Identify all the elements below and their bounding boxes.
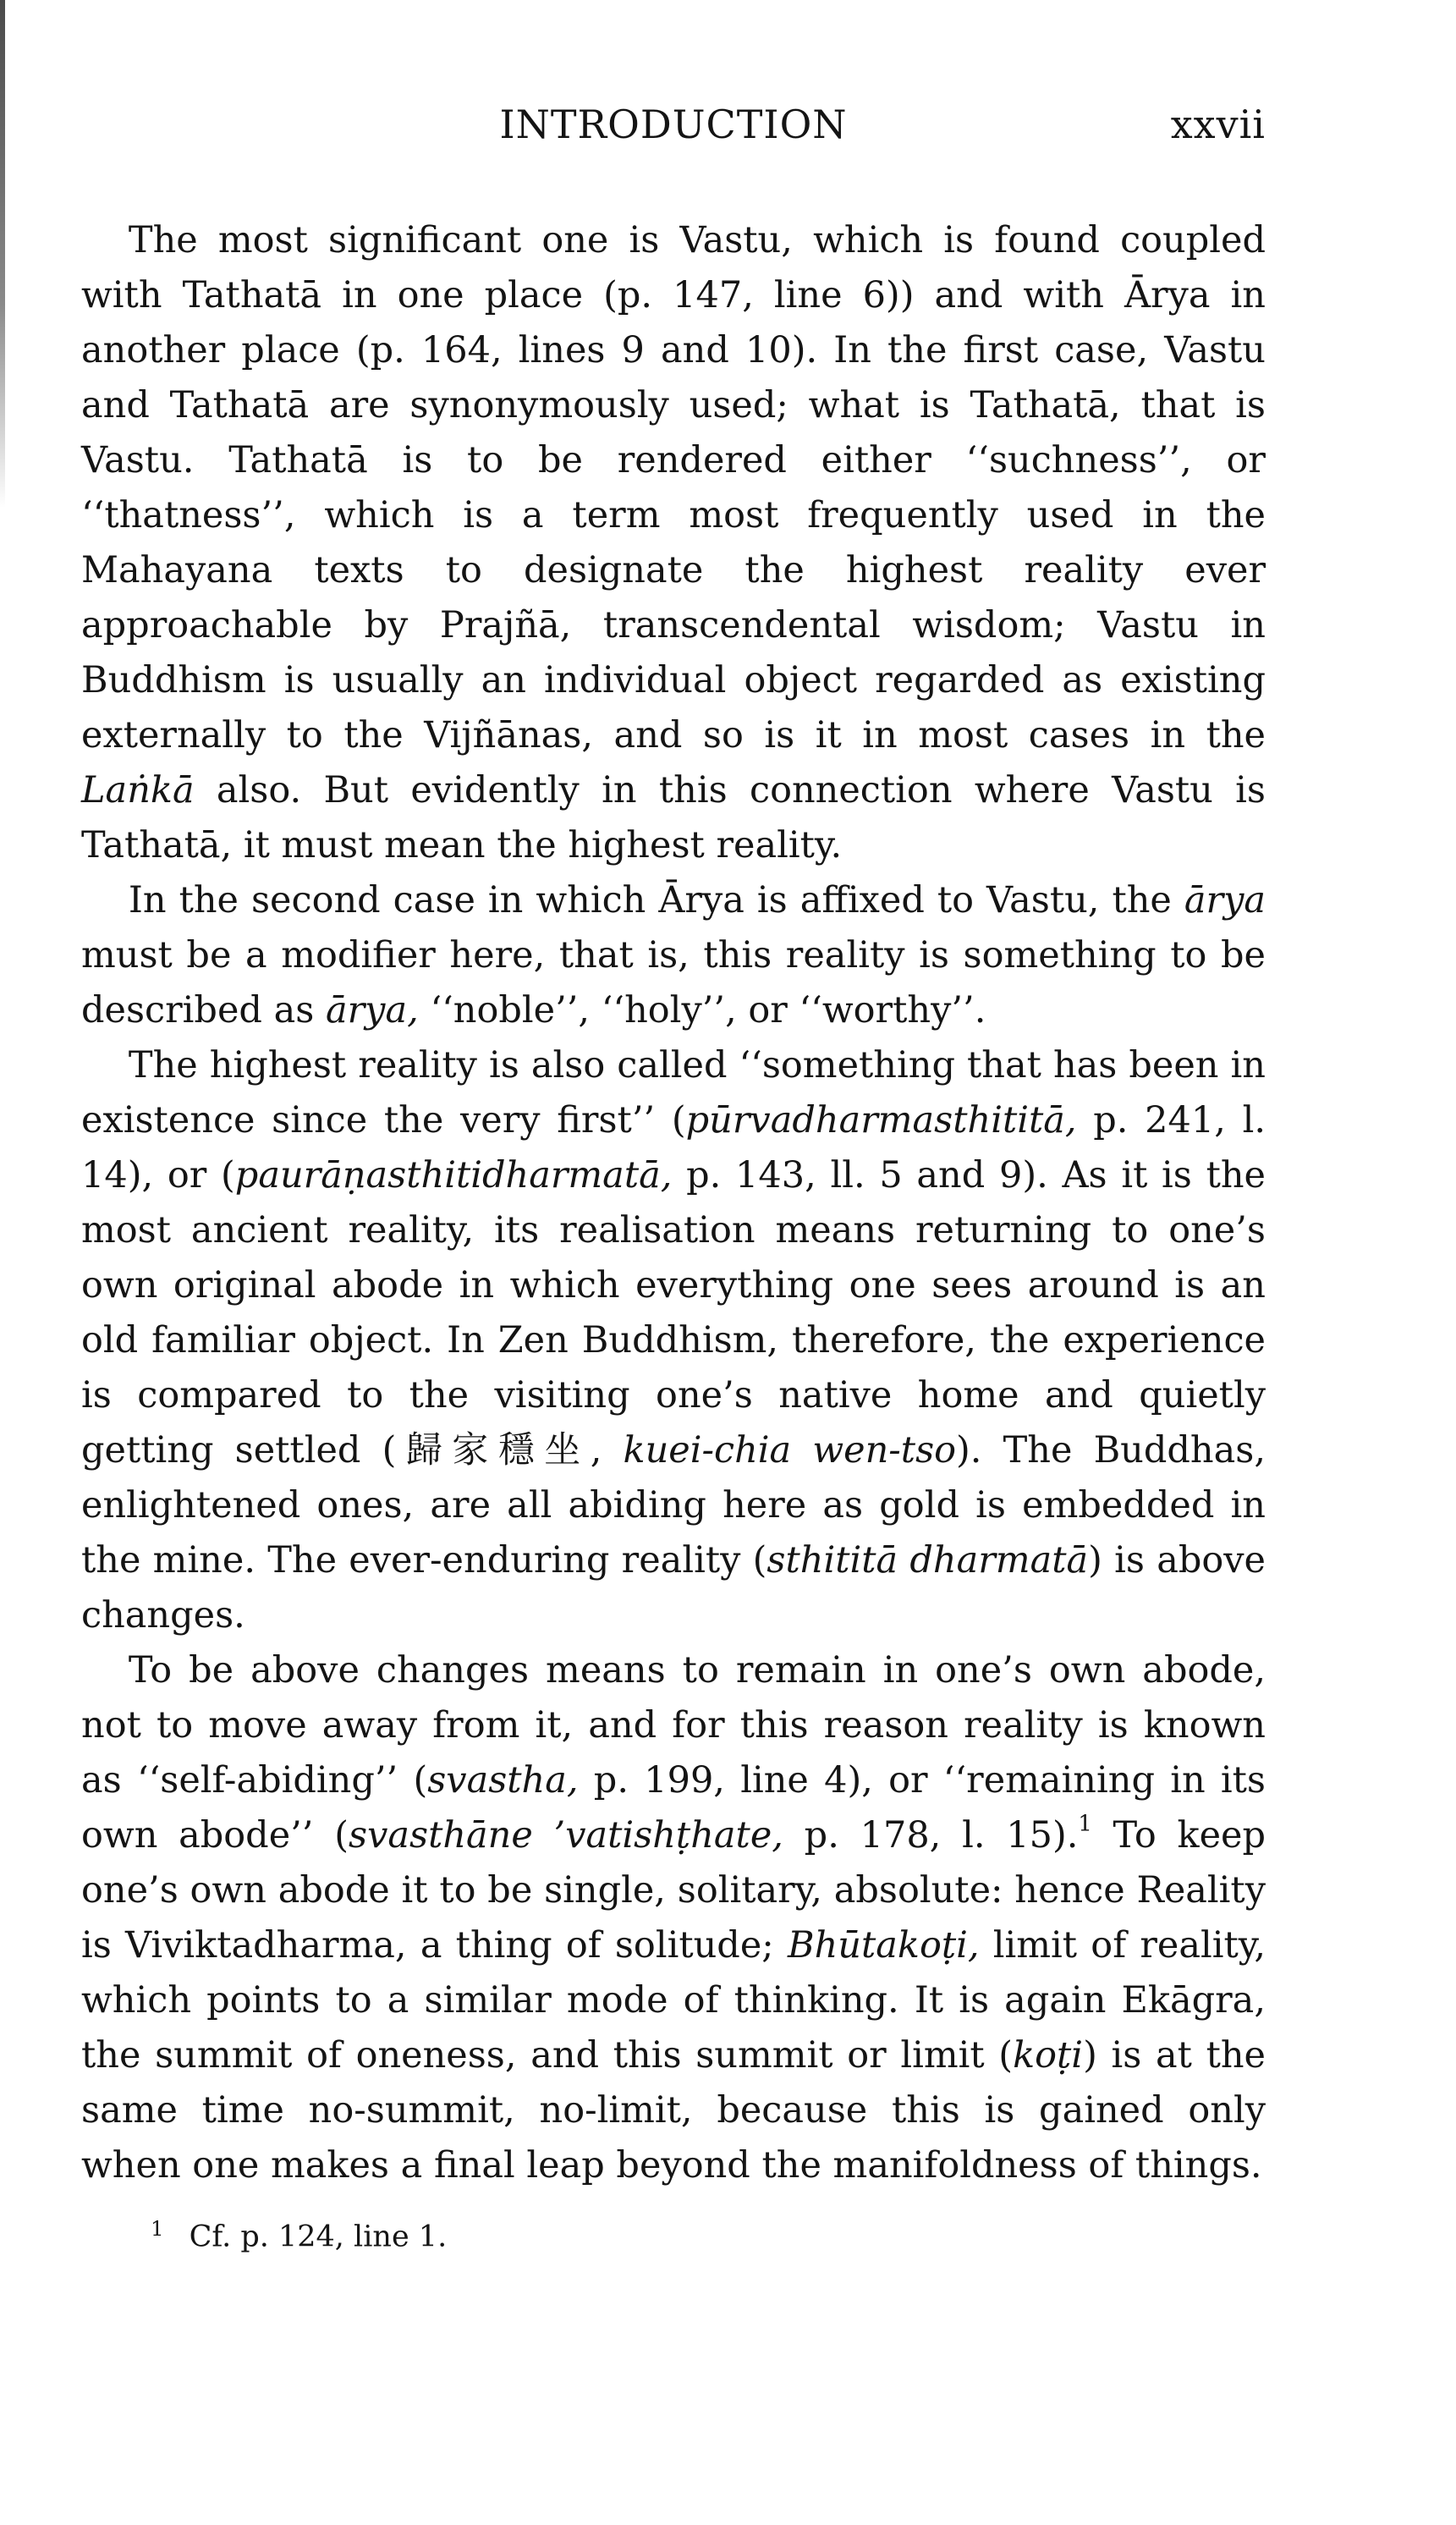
italic-term: ārya [1184,879,1266,921]
footnote-reference: 1 [1078,1811,1092,1837]
text-run: p. 143, ll. 5 and 9). As it is the most ancient reality, its realisation means returning to one’s own original abode in which everything one sees around is an old familiar object. In Zen Buddhism, therefore, the experience is compared to the visiting one’s native home and quietly getting settled (歸家穩坐, [81,1154,1266,1472]
text-run: To be above changes means to remain in one’s own abode, not to move away from it, and for this reason reality is known as ‘‘self-abiding’’ ( [81,1649,1266,1802]
footnote-text: Cf. p. 124, line 1. [189,2220,448,2254]
italic-term: ārya, [325,989,419,1031]
text-run: must be a modifier here, that is, this reality is something to be described as [81,934,1266,1031]
book-page [81,102,1266,2257]
italic-term: pūrvadharmasthititā, [685,1099,1077,1141]
running-title: INTRODUCTION [499,102,848,147]
text-run: ‘‘noble’’, ‘‘holy’’, or ‘‘worthy’’. [418,989,986,1031]
italic-term: svasthāne ’vatishṭhate, [349,1814,783,1857]
text-run: In the second case in which Ārya is affixed to Vastu, the [128,879,1184,921]
text-run: p. 241, l. 14), or ( [81,1099,1266,1196]
italic-term: Bhūtakoṭi, [787,1924,980,1967]
footnote-mark: 1 [151,2216,164,2241]
italic-term: svastha, [427,1759,579,1802]
italic-term: Laṅkā [81,769,195,811]
text-run: ). The Buddhas, enlightened ones, are all abiding here as gold is embedded in the mine. The ever-enduring reality ( [81,1429,1266,1582]
text-run: ) is above changes. [81,1539,1266,1637]
text-run: To keep one’s own abode it to be single, solitary, absolute: hence Reality is Viviktadharma, a thing of solitude; [81,1814,1266,1967]
italic-term: paurāṇasthitidharmatā, [234,1154,673,1196]
paragraph-2 [81,873,1266,1038]
italic-term: koṭi [1013,2034,1084,2077]
footnote [81,2209,1266,2257]
paragraph-4 [81,1643,1266,2193]
text-run: p. 178, l. 15). [783,1814,1079,1857]
text-run: The most significant one is Vastu, which is found coupled with Tathatā in one place (p. 147, line 6)) and with Ārya in another place (p. 164, lines 9 and 10). In the first case, Vastu and Tathatā are synonymously used; what is Tathatā, that is Vastu. Tathatā is to be rendered either ‘‘suchness’’, or ‘‘thatness’’, which is a term most frequently used in the Mahayana texts to designate the highest reality ever approachable by Prajñā, transcendental wisdom; Vastu in Buddhism is usually an individual object regarded as existing externally to the Vijñānas, and so is it in most cases in the [81,219,1266,756]
text-run: limit of reality, which points to a similar mode of thinking. It is again Ekāgra, the summit of oneness, and this summit or limit ( [81,1924,1266,2077]
text-run: ) is at the same time no-summit, no-limit, because this is gained only when one makes a final leap beyond the manifoldness of things. [81,2034,1266,2187]
paragraph-3 [81,1038,1266,1643]
paragraph-1 [81,213,1266,873]
page-edge-mark [0,0,5,508]
running-head [81,102,1266,169]
italic-term: kuei-chia wen-tso [623,1429,957,1472]
text-run: also. But evidently in this connection where Vastu is Tathatā, it must mean the highest reality. [81,769,1266,866]
body-text [81,213,1266,2193]
text-run: p. 199, line 4), or ‘‘remaining in its own abode’’ ( [81,1759,1266,1857]
text-run: The highest reality is also called ‘‘something that has been in existence since the very first’’ ( [81,1044,1266,1141]
page-number: xxvii [1170,102,1266,147]
italic-term: sthititā dharmatā [766,1539,1089,1582]
